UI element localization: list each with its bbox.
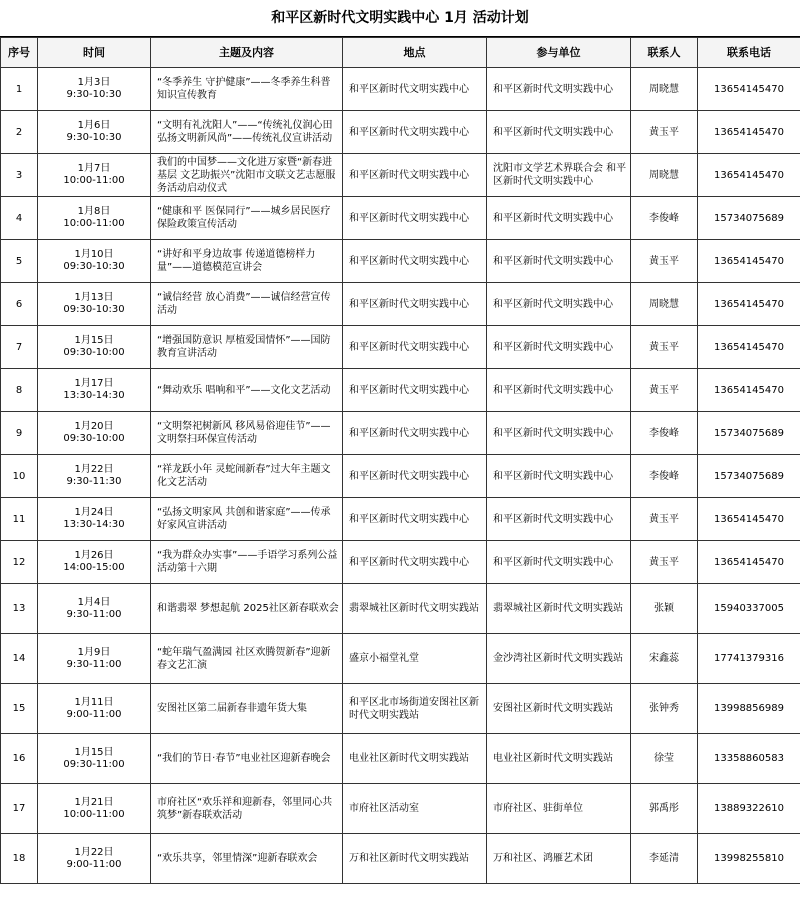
table-row [1,498,800,541]
row-time [38,369,151,412]
row-date: 1月15日 [74,335,114,346]
row-date: 1月13日 [74,292,114,303]
row-number: 1 [1,68,38,111]
header-participant: 参与单位 [487,38,631,68]
table-row [1,240,800,283]
table-row [1,634,800,684]
row-content: “文明有礼沈阳人”——“传统礼仪润心田 弘扬文明新风尚”——传统礼仪宣讲活动 [151,111,343,154]
row-date: 1月8日 [77,206,111,217]
row-date: 1月15日 [74,746,114,758]
row-participant: 金沙湾社区新时代文明实践站 [487,634,631,684]
row-number: 2 [1,111,38,154]
row-phone: 13654145470 [698,498,800,541]
row-phone: 15734075689 [698,197,800,240]
row-location: 和平区新时代文明实践中心 [343,326,487,369]
header-contact: 联系人 [631,38,698,68]
row-location: 盛京小福堂礼堂 [343,634,487,684]
table-row [1,412,800,455]
row-date: 1月6日 [77,120,111,131]
table-row [1,326,800,369]
row-time-range: 10:00-11:00 [63,175,125,186]
row-time-range: 10:00-11:00 [63,808,125,820]
row-contact: 周晓慧 [631,283,698,326]
row-contact: 张钟秀 [631,684,698,734]
row-content: 我们的中国梦——文化进万家暨“新春进基层 文艺助振兴”沈阳市文联文艺志愿服务活动启动仪式 [151,154,343,197]
row-location: 电业社区新时代文明实践站 [343,734,487,784]
table-row [1,784,800,834]
row-content: “增强国防意识 厚植爱国情怀”——国防教育宣讲活动 [151,326,343,369]
row-date: 1月4日 [77,596,111,608]
row-contact: 周晓慧 [631,154,698,197]
row-time-range: 9:30-11:00 [66,658,122,670]
row-time [38,541,151,584]
row-location: 和平区新时代文明实践中心 [343,68,487,111]
row-location: 和平区新时代文明实践中心 [343,111,487,154]
row-phone: 13654145470 [698,240,800,283]
row-time-range: 10:00-11:00 [63,218,125,229]
row-content: “舞动欢乐 唱响和平”——文化文艺活动 [151,369,343,412]
row-date: 1月17日 [74,378,114,389]
row-time-range: 14:00-15:00 [63,562,125,573]
row-time-range: 09:30-10:30 [63,304,125,315]
row-contact: 黄玉平 [631,498,698,541]
row-phone: 13998255810 [698,834,800,884]
row-phone: 13998856989 [698,684,800,734]
row-participant: 和平区新时代文明实践中心 [487,541,631,584]
row-phone: 13654145470 [698,68,800,111]
row-number: 15 [1,684,38,734]
row-content: 和谐翡翠 梦想起航 2025社区新春联欢会 [151,584,343,634]
header-no: 序号 [1,38,38,68]
row-time-range: 9:30-11:00 [66,608,122,620]
row-location: 和平区新时代文明实践中心 [343,455,487,498]
row-number: 11 [1,498,38,541]
row-participant: 和平区新时代文明实践中心 [487,455,631,498]
table-row [1,584,800,634]
row-location: 和平区新时代文明实践中心 [343,498,487,541]
header-content: 主题及内容 [151,38,343,68]
row-phone: 13654145470 [698,326,800,369]
row-phone: 15734075689 [698,455,800,498]
row-content: “健康和平 医保同行”——城乡居民医疗保险政策宣传活动 [151,197,343,240]
row-number: 7 [1,326,38,369]
row-time-range: 9:30-11:30 [66,476,122,487]
row-content: “我们的节日·春节”电业社区迎新春晚会 [151,734,343,784]
row-time-range: 9:00-11:00 [66,708,122,720]
row-time-range: 9:00-11:00 [66,858,122,870]
row-participant: 和平区新时代文明实践中心 [487,197,631,240]
row-participant: 市府社区、驻街单位 [487,784,631,834]
row-time-range: 09:30-10:30 [63,261,125,272]
row-number: 8 [1,369,38,412]
row-content: “诚信经营 放心消费”——诚信经营宣传活动 [151,283,343,326]
row-phone: 13889322610 [698,784,800,834]
header-time: 时间 [38,38,151,68]
row-location: 和平区北市场街道安图社区新时代文明实践站 [343,684,487,734]
row-time [38,326,151,369]
row-content: “蛇年瑞气盈满园 社区欢腾贺新春”迎新春文艺汇演 [151,634,343,684]
row-contact: 黄玉平 [631,111,698,154]
row-number: 6 [1,283,38,326]
row-contact: 李俊峰 [631,455,698,498]
row-date: 1月24日 [74,507,114,518]
row-location: 和平区新时代文明实践中心 [343,154,487,197]
row-participant: 和平区新时代文明实践中心 [487,240,631,283]
row-number: 9 [1,412,38,455]
row-participant: 和平区新时代文明实践中心 [487,326,631,369]
row-time [38,283,151,326]
row-phone: 13654145470 [698,541,800,584]
table-header-row [1,38,800,68]
row-participant: 万和社区、鸿雁艺术团 [487,834,631,884]
row-contact: 张颖 [631,584,698,634]
row-location: 市府社区活动室 [343,784,487,834]
row-content: “我为群众办实事”——手语学习系列公益活动第十六期 [151,541,343,584]
row-location: 和平区新时代文明实践中心 [343,283,487,326]
row-time-range: 09:30-10:00 [63,433,125,444]
table-row [1,541,800,584]
row-time [38,584,151,634]
row-participant: 安图社区新时代文明实践站 [487,684,631,734]
row-location: 和平区新时代文明实践中心 [343,541,487,584]
row-number: 18 [1,834,38,884]
row-time-range: 13:30-14:30 [63,390,125,401]
row-phone: 15940337005 [698,584,800,634]
row-date: 1月11日 [74,696,114,708]
row-number: 16 [1,734,38,784]
header-phone: 联系电话 [698,38,800,68]
row-date: 1月22日 [74,464,114,475]
row-phone: 13654145470 [698,111,800,154]
row-participant: 翡翠城社区新时代文明实践站 [487,584,631,634]
row-number: 4 [1,197,38,240]
row-date: 1月7日 [77,163,111,174]
activity-table [0,37,800,884]
row-location: 和平区新时代文明实践中心 [343,197,487,240]
table-body [1,68,800,884]
row-contact: 徐莹 [631,734,698,784]
row-contact: 黄玉平 [631,369,698,412]
row-date: 1月26日 [74,550,114,561]
row-phone: 13654145470 [698,369,800,412]
row-content: “文明祭祀树新风 移风易俗迎佳节”——文明祭扫环保宣传活动 [151,412,343,455]
row-contact: 李俊峰 [631,412,698,455]
row-phone: 13654145470 [698,283,800,326]
row-time [38,154,151,197]
row-time-range: 9:30-10:30 [66,89,122,100]
row-contact: 宋鑫蕊 [631,634,698,684]
row-time [38,734,151,784]
row-participant: 和平区新时代文明实践中心 [487,111,631,154]
header-location: 地点 [343,38,487,68]
row-contact: 黄玉平 [631,541,698,584]
row-participant: 和平区新时代文明实践中心 [487,68,631,111]
row-participant: 电业社区新时代文明实践站 [487,734,631,784]
row-content: “冬季养生 守护健康”——冬季养生科普知识宣传教育 [151,68,343,111]
row-time [38,834,151,884]
row-time [38,498,151,541]
row-location: 万和社区新时代文明实践站 [343,834,487,884]
table-row [1,734,800,784]
row-contact: 郭禹彤 [631,784,698,834]
row-contact: 黄玉平 [631,240,698,283]
row-time [38,111,151,154]
row-number: 17 [1,784,38,834]
row-location: 翡翠城社区新时代文明实践站 [343,584,487,634]
row-participant: 和平区新时代文明实践中心 [487,498,631,541]
row-phone: 17741379316 [698,634,800,684]
page-title: 和平区新时代文明实践中心 1月 活动计划 [0,0,800,37]
row-contact: 周晓慧 [631,68,698,111]
table-row [1,834,800,884]
row-date: 1月22日 [74,846,114,858]
table-row [1,111,800,154]
row-time [38,684,151,734]
row-date: 1月3日 [77,77,111,88]
row-date: 1月10日 [74,249,114,260]
row-number: 3 [1,154,38,197]
row-date: 1月20日 [74,421,114,432]
row-time [38,412,151,455]
row-location: 和平区新时代文明实践中心 [343,412,487,455]
table-row [1,684,800,734]
row-content: 安图社区第二届新春非遗年货大集 [151,684,343,734]
table-row [1,283,800,326]
row-content: “祥龙跃小年 灵蛇闹新春”过大年主题文化文艺活动 [151,455,343,498]
row-location: 和平区新时代文明实践中心 [343,240,487,283]
row-time [38,634,151,684]
row-participant: 和平区新时代文明实践中心 [487,412,631,455]
row-content: “弘扬文明家风 共创和谐家庭”——传承好家风宣讲活动 [151,498,343,541]
row-time-range: 9:30-10:30 [66,132,122,143]
row-phone: 15734075689 [698,412,800,455]
row-time [38,455,151,498]
row-time-range: 09:30-10:00 [63,347,125,358]
row-time [38,240,151,283]
row-participant: 和平区新时代文明实践中心 [487,283,631,326]
table-row [1,455,800,498]
row-participant: 和平区新时代文明实践中心 [487,369,631,412]
row-number: 10 [1,455,38,498]
row-date: 1月21日 [74,796,114,808]
row-contact: 黄玉平 [631,326,698,369]
row-date: 1月9日 [77,646,111,658]
row-phone: 13654145470 [698,154,800,197]
table-row [1,369,800,412]
row-number: 13 [1,584,38,634]
table-row [1,197,800,240]
row-contact: 李延清 [631,834,698,884]
row-content: 市府社区“欢乐祥和迎新春，邻里同心共筑梦”新春联欢活动 [151,784,343,834]
row-time [38,784,151,834]
table-row [1,154,800,197]
row-phone: 13358860583 [698,734,800,784]
row-number: 5 [1,240,38,283]
row-participant: 沈阳市文学艺术界联合会 和平区新时代文明实践中心 [487,154,631,197]
row-time [38,68,151,111]
row-number: 14 [1,634,38,684]
row-content: “欢乐共享，邻里情深”迎新春联欢会 [151,834,343,884]
row-time [38,197,151,240]
row-number: 12 [1,541,38,584]
row-time-range: 09:30-11:00 [63,758,125,770]
row-contact: 李俊峰 [631,197,698,240]
row-location: 和平区新时代文明实践中心 [343,369,487,412]
table-row [1,68,800,111]
row-content: “讲好和平身边故事 传递道德榜样力量”——道德模范宣讲会 [151,240,343,283]
row-time-range: 13:30-14:30 [63,519,125,530]
